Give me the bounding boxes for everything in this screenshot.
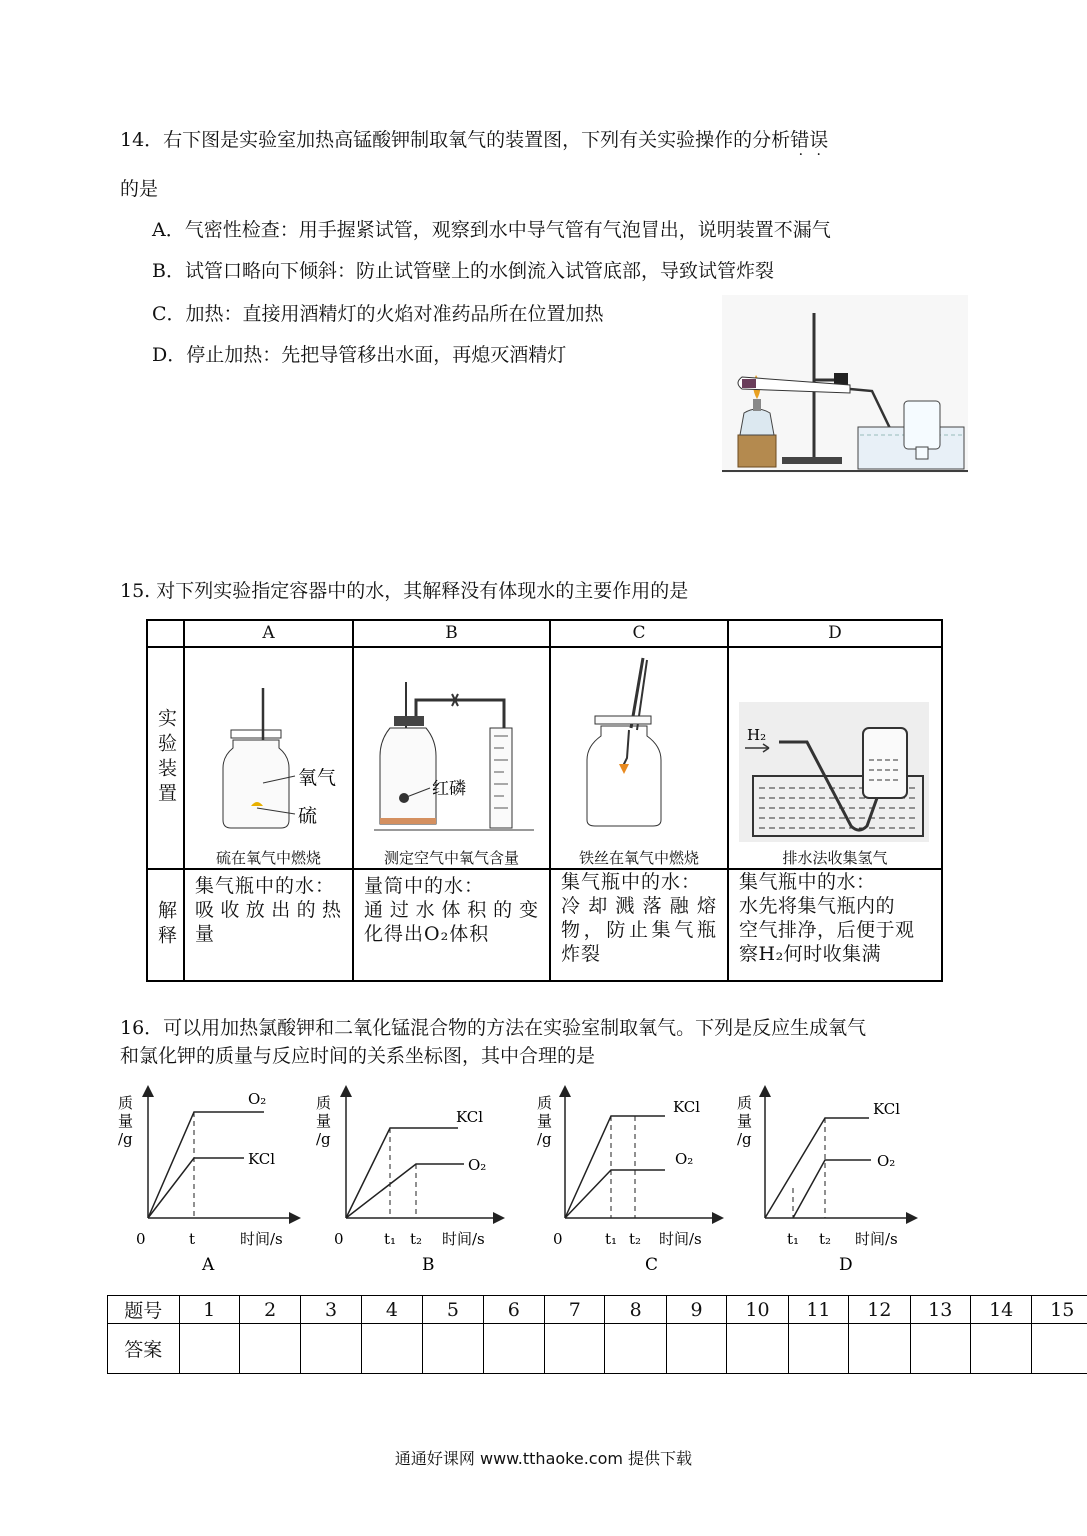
q15-explanation-c: 集气瓶中的水： 冷却溅落融熔 物，防止集气瓶 炸裂 (550, 869, 728, 981)
question-number: 5 (423, 1296, 483, 1324)
answer-cell[interactable] (545, 1324, 605, 1374)
answer-table-label-answer: 答案 (108, 1324, 180, 1374)
label-oxygen: 氧气 (298, 767, 337, 789)
q15-header-a: A (184, 620, 353, 647)
q14-stem-line2: 的是 (120, 178, 159, 200)
phosphorus-oxygen-measure-figure (354, 648, 549, 843)
sulfur-burning-figure (185, 648, 350, 843)
graph-c-tick-1: t₁ (605, 1230, 618, 1248)
ylabel-1: 质 (316, 1094, 332, 1112)
answer-table-label-number: 题号 (108, 1296, 180, 1324)
answer-table-answer-row (108, 1324, 1087, 1374)
question-number: 1 (179, 1296, 239, 1324)
q15-stem: 15. 对下列实验指定容器中的水，其解释没有体现水的主要作用的是 (120, 580, 689, 602)
q16-stem-line2: 和氯化钾的质量与反应时间的关系坐标图，其中合理的是 (120, 1045, 596, 1067)
graph-b (316, 1088, 502, 1275)
graph-c-bottom-series: O₂ (675, 1150, 694, 1168)
answer-cell[interactable] (301, 1324, 361, 1374)
q15-header-c: C (550, 620, 728, 647)
question-number: 13 (910, 1296, 970, 1324)
graph-a-letter: A (202, 1255, 215, 1275)
ylabel-1: 质 (737, 1094, 753, 1112)
iron-wire-burning-figure (551, 648, 726, 843)
graph-d-top-series: KCl (873, 1100, 901, 1118)
q14-stem-line1: 14．右下图是实验室加热高锰酸钾制取氧气的装置图，下列有关实验操作的分析错误 · · (120, 129, 829, 163)
graph-d-tick-2: t₂ (819, 1230, 832, 1248)
question-number: 10 (727, 1296, 788, 1324)
answer-cell[interactable] (239, 1324, 300, 1374)
ylabel-1: 质 (118, 1094, 134, 1112)
answer-cell[interactable] (970, 1324, 1031, 1374)
ylabel-3: /g (737, 1130, 752, 1148)
q14-option-d: D．停止加热：先把导管移出水面，再熄灭酒精灯 (152, 344, 567, 366)
graph-d (737, 1088, 915, 1275)
page-footer: 通通好课网 www.tthaoke.com 提供下载 (394, 1449, 693, 1468)
graph-c-letter: C (645, 1255, 659, 1275)
answer-cell[interactable] (361, 1324, 422, 1374)
q15-explanation-b: 量筒中的水： 通过水体积的变 化得出O₂体积 (353, 869, 550, 981)
ylabel-2: 量 (737, 1112, 753, 1130)
answer-cell[interactable] (605, 1324, 666, 1374)
question-number: 2 (239, 1296, 300, 1324)
question-number: 14 (970, 1296, 1031, 1324)
question-number: 3 (301, 1296, 361, 1324)
graph-c-xlabel: 时间/s (659, 1230, 702, 1248)
q15-header-b: B (353, 620, 550, 647)
answer-cell[interactable] (666, 1324, 726, 1374)
label-h2: H₂ (747, 726, 767, 744)
question-number: 7 (545, 1296, 605, 1324)
q15-explanation-d: 集气瓶中的水： 水先将集气瓶内的 空气排净，后便于观 察H₂何时收集满 (728, 869, 942, 981)
answer-table-number-row (108, 1296, 1087, 1324)
graph-b-top-series: KCl (456, 1108, 484, 1126)
answer-cell[interactable] (1032, 1324, 1087, 1374)
answer-cell[interactable] (849, 1324, 910, 1374)
graph-c-origin: 0 (553, 1230, 563, 1248)
graph-a-tick: t (189, 1230, 196, 1248)
label-red-phosphorus: 红磷 (432, 779, 466, 799)
ylabel-3: /g (316, 1130, 331, 1148)
ylabel-2: 量 (118, 1112, 134, 1130)
ylabel-3: /g (537, 1130, 552, 1148)
q14-apparatus-figure (722, 295, 968, 473)
graph-b-tick-2: t₂ (410, 1230, 423, 1248)
question-number: 12 (849, 1296, 910, 1324)
q15-explanation-a: 集气瓶中的水： 吸收放出的热 量 (184, 869, 353, 981)
q15-cell-a-apparatus (184, 647, 353, 869)
answer-cell[interactable] (179, 1324, 239, 1374)
question-number: 4 (361, 1296, 422, 1324)
q16-graphs (110, 1078, 930, 1278)
graph-a-bottom-series: KCl (248, 1150, 276, 1168)
graph-d-tick-1: t₁ (787, 1230, 800, 1248)
answer-cell[interactable] (910, 1324, 970, 1374)
q15-table (146, 619, 943, 982)
graph-b-origin: 0 (334, 1230, 344, 1248)
q15-caption-d: 排水法收集氢气 (782, 849, 888, 867)
answer-cell[interactable] (483, 1324, 544, 1374)
graph-a-xlabel: 时间/s (240, 1230, 283, 1248)
question-number: 9 (666, 1296, 726, 1324)
answer-table (107, 1295, 1087, 1374)
answer-cell[interactable] (788, 1324, 848, 1374)
ylabel-2: 量 (316, 1112, 332, 1130)
q14-emphasis: 错误 · · (790, 129, 829, 163)
graph-c-tick-2: t₂ (629, 1230, 642, 1248)
q15-cell-b-apparatus (353, 647, 550, 869)
ylabel-1: 质 (537, 1094, 553, 1112)
graph-b-letter: B (422, 1255, 435, 1275)
graph-d-bottom-series: O₂ (877, 1152, 896, 1170)
graph-c (537, 1088, 721, 1275)
q15-caption-c: 铁丝在氧气中燃烧 (578, 849, 699, 867)
q15-row-label-explanation: 解释 (147, 869, 184, 981)
q15-caption-b: 测定空气中氧气含量 (383, 849, 519, 867)
q15-header-blank (147, 620, 184, 647)
graph-d-letter: D (839, 1255, 853, 1275)
graph-b-tick-1: t₁ (384, 1230, 397, 1248)
graph-b-xlabel: 时间/s (442, 1230, 485, 1248)
q15-header-d: D (728, 620, 942, 647)
graph-a (118, 1088, 298, 1275)
q16-stem-line1: 16．可以用加热氯酸钾和二氧化锰混合物的方法在实验室制取氧气。下列是反应生成氧气 (120, 1017, 867, 1039)
answer-cell[interactable] (727, 1324, 788, 1374)
graph-a-origin: 0 (136, 1230, 146, 1248)
label-sulfur: 硫 (298, 805, 318, 827)
q15-cell-d-apparatus (728, 647, 942, 869)
q15-cell-c-apparatus (550, 647, 728, 869)
ylabel-2: 量 (537, 1112, 553, 1130)
q14-option-a: A．气密性检查：用手握紧试管，观察到水中导气管有气泡冒出，说明装置不漏气 (152, 219, 831, 241)
graph-a-top-series: O₂ (248, 1090, 267, 1108)
question-number: 6 (483, 1296, 544, 1324)
q15-row-label-apparatus: 实验装置 (147, 647, 184, 869)
graph-d-xlabel: 时间/s (855, 1230, 898, 1248)
q15-caption-a: 硫在氧气中燃烧 (215, 849, 321, 867)
question-number: 15 (1032, 1296, 1087, 1324)
question-number: 8 (605, 1296, 666, 1324)
graph-b-bottom-series: O₂ (468, 1156, 487, 1174)
hydrogen-water-collection-figure (729, 648, 939, 843)
question-number: 11 (788, 1296, 848, 1324)
answer-cell[interactable] (423, 1324, 483, 1374)
q14-option-b: B．试管口略向下倾斜：防止试管壁上的水倒流入试管底部，导致试管炸裂 (152, 260, 774, 282)
q14-option-c: C．加热：直接用酒精灯的火焰对准药品所在位置加热 (152, 303, 604, 325)
ylabel-3: /g (118, 1130, 133, 1148)
graph-c-top-series: KCl (673, 1098, 701, 1116)
